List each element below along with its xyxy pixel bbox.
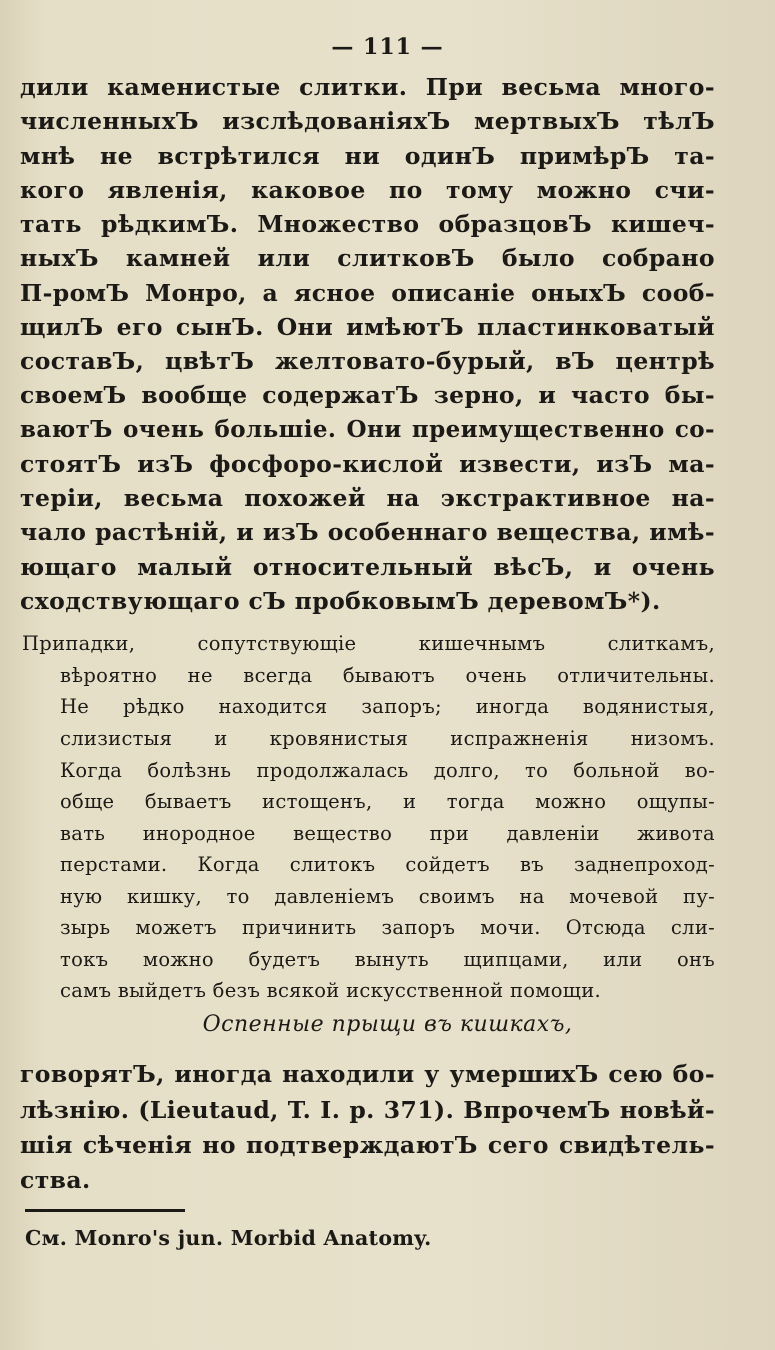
text-line: численныхЪ изслѣдованіяхЪ мертвыхЪ тѣлЪ [20,107,715,135]
text-line: теріи, весьма похожей на экстрактивное на- [20,484,715,512]
text-line: Не рѣдко находится запоръ; иногда водянистыя, [60,695,715,718]
text-line: ныхЪ камней или слитковЪ было собрано [20,244,715,272]
text-line: дили каменистые слитки. При весьма много- [20,73,715,101]
text-line: зырь можетъ причинить запоръ мочи. Отсюда сли- [60,916,715,939]
footnote: См. Monro's jun. Morbid Anatomy. [25,1226,432,1250]
text-line: слизистыя и кровянистыя испражненія низомъ. [60,727,715,750]
text-line: вѣроятно не всегда бываютъ очень отличительны. [60,664,715,687]
text-line: обще бываетъ истощенъ, и тогда можно ощупы- [60,790,715,813]
text-line: ства. [20,1166,91,1194]
text-line: самъ выйдетъ безъ всякой искусственной помощи. [60,979,602,1002]
text-line: чало растѣній, и изЪ особеннаго вещества, имѣ- [20,518,715,546]
text-line: сходствующаго сЪ пробковымЪ деревомЪ*). [20,587,661,615]
text-line: Припадки, сопутствующіе кишечнымъ слиткамъ, [22,632,715,655]
text-line: тать рѣдкимЪ. Множество образцовЪ кишеч- [20,210,715,238]
text-line: своемЪ вообще содержатЪ зерно, и часто бы- [20,381,715,409]
text-line: ную кишку, то давленіемъ своимъ на мочевой пу- [60,885,715,908]
text-line: говорятЪ, иногда находили у умершихЪ сею бо- [20,1060,715,1088]
section-subheading: Оспенные прыщи въ кишкахъ, [202,1012,573,1037]
text-line: щилЪ его сынЪ. Они имѣютЪ пластинковатый [20,313,715,341]
text-line: ваютЪ очень большіе. Они преимущественно со- [20,416,715,443]
text-line: Когда болѣзнь продолжалась долго, то больной во- [60,759,715,782]
text-line: перстами. Когда слитокъ сойдетъ въ заднепроход- [60,853,715,876]
text-line: мнѣ не встрѣтился ни одинЪ примѣрЪ та- [20,142,715,170]
footnote-divider [25,1209,185,1212]
text-line: ющаго малый относительный вѣсЪ, и очень [20,553,715,581]
text-line: кого явленія, каковое по тому можно счи- [20,176,715,204]
text-line: токъ можно будетъ вынуть щипцами, или онъ [60,948,715,971]
text-line: стоятЪ изЪ фосфоро-кислой извести, изЪ ма- [20,450,715,478]
text-line: вать инородное вещество при давленіи живота [60,822,715,845]
text-line: шія сѣченія но подтверждаютЪ сего свидѣтель- [20,1131,715,1159]
text-line: лѣзнію. (Lieutaud, T. I. p. 371). ВпрочемЪ новѣй- [20,1096,715,1124]
text-line: составЪ, цвѣтЪ желтовато-бурый, вЪ центрѣ [20,347,715,375]
page-number: — 111 — [331,34,444,60]
text-line: П-ромЪ Монро, а ясное описаніе оныхЪ сооб- [20,279,715,307]
